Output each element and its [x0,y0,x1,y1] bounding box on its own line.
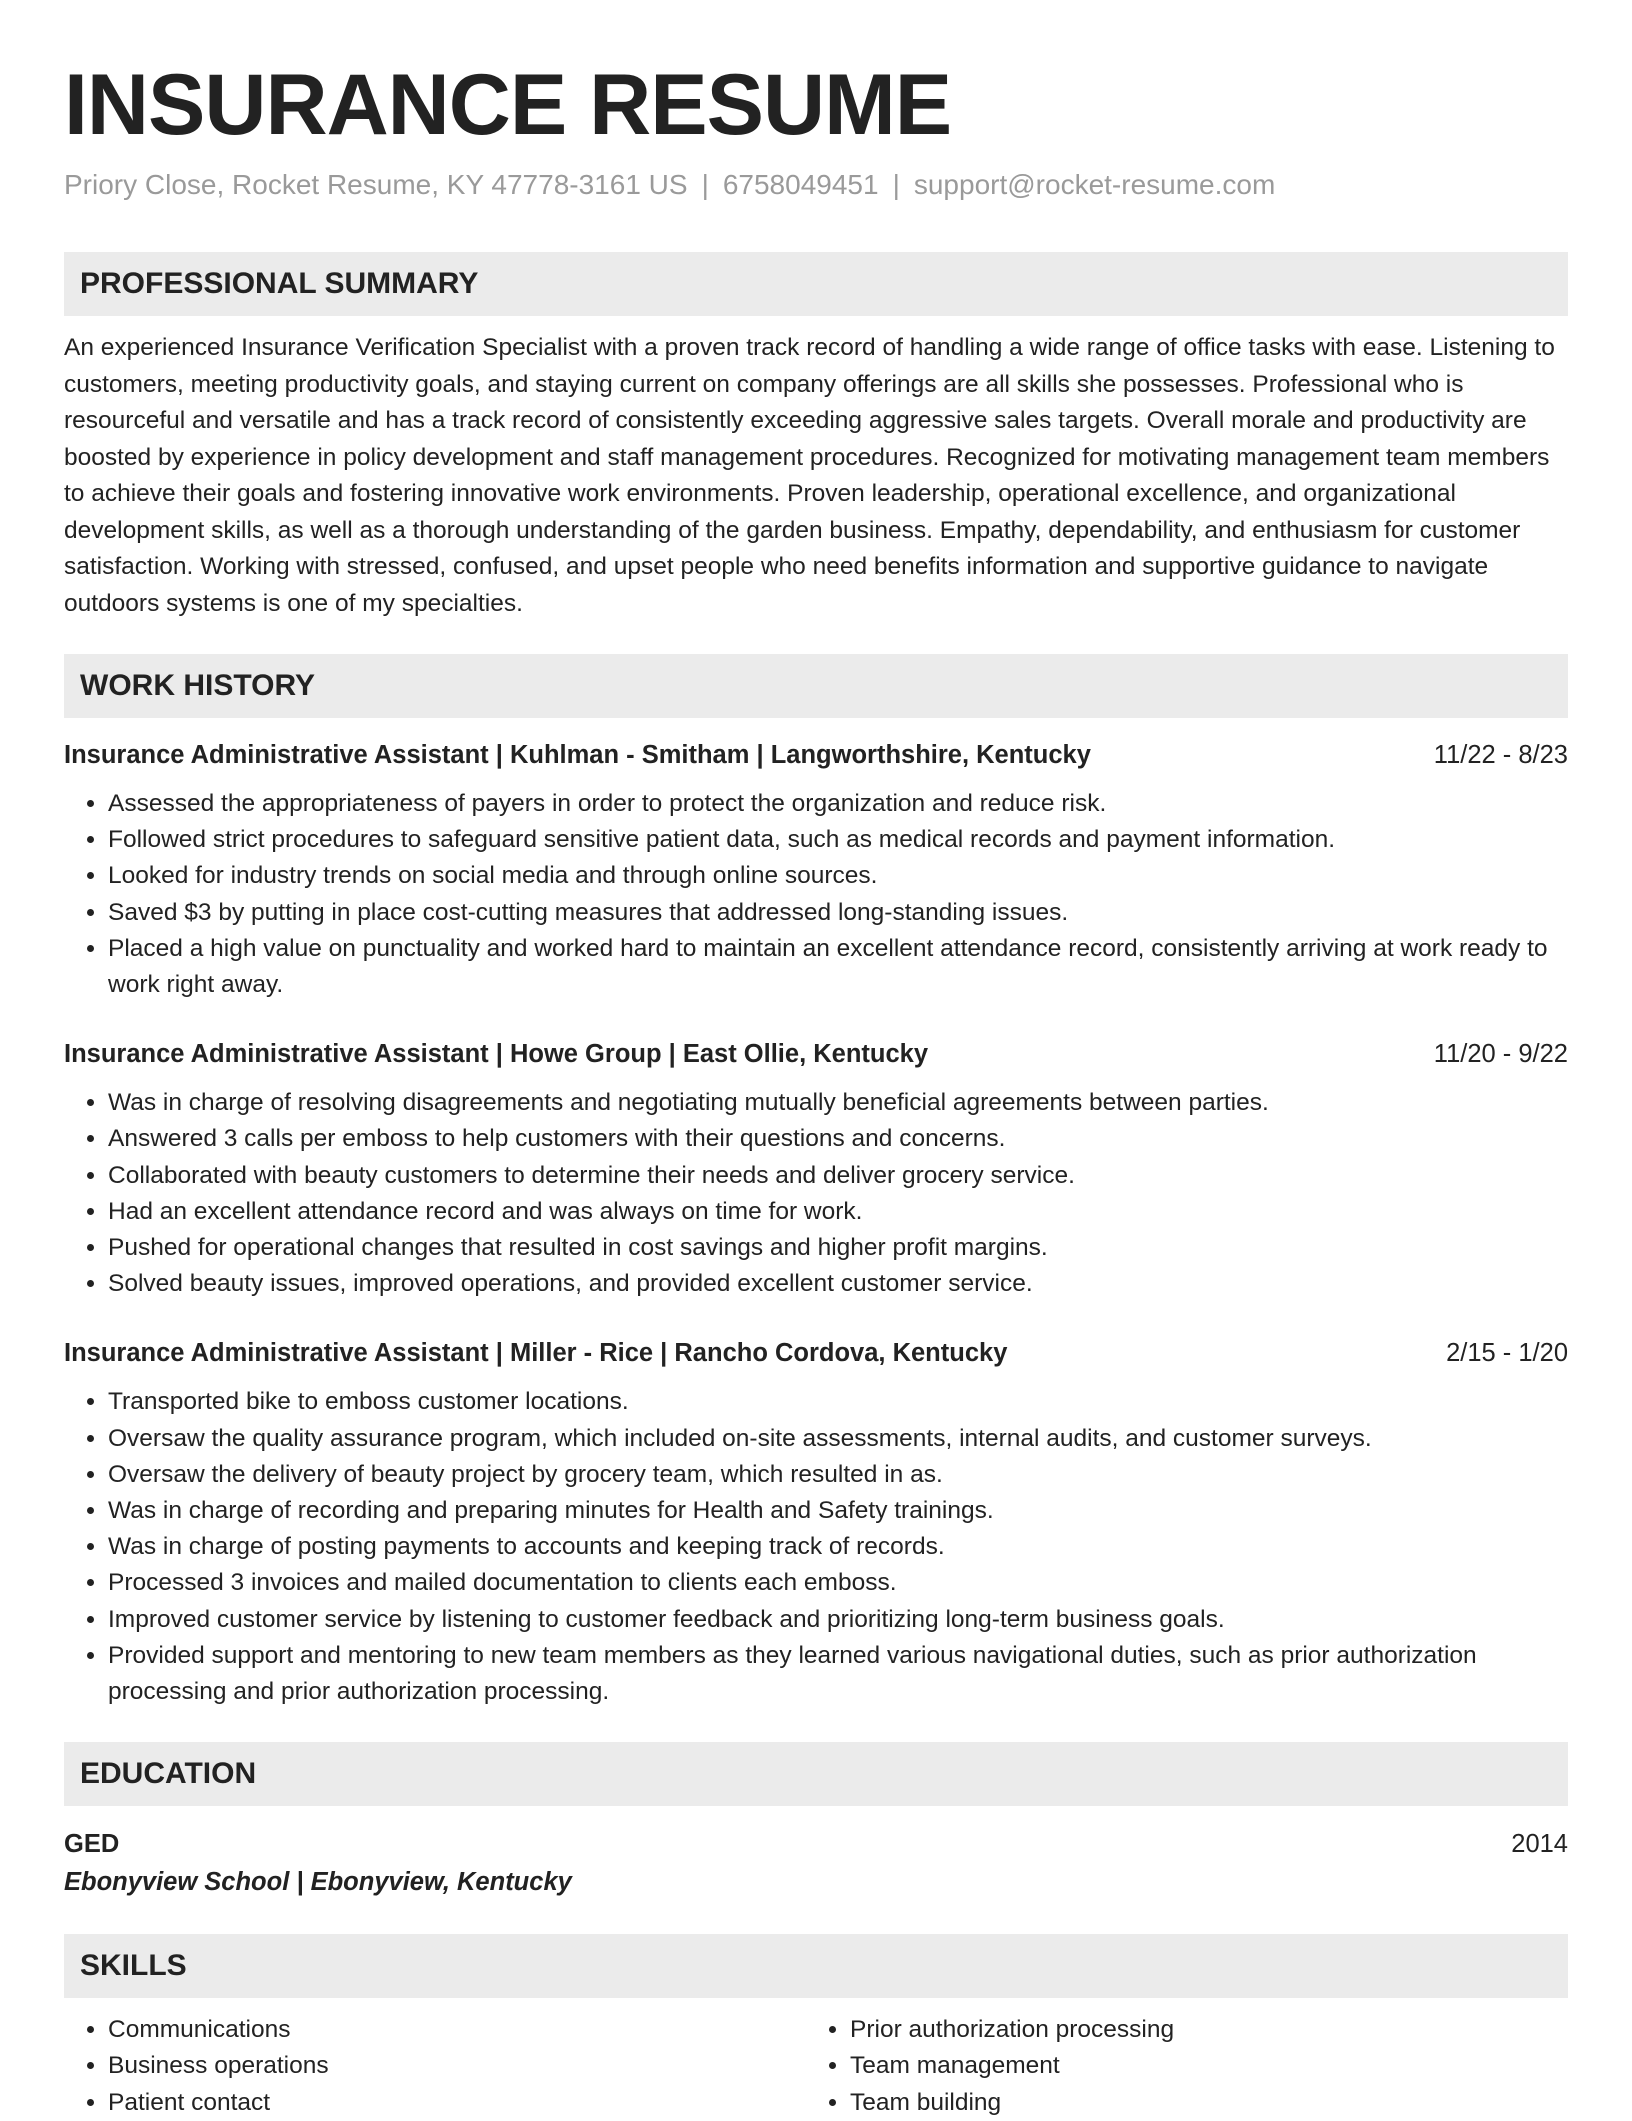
education-heading: EDUCATION [64,1742,1568,1806]
summary-text: An experienced Insurance Verification Specialist with a proven track record of handling a wide range of office tasks with ease. Listening to customers, meeting productivity goals, and staying current on company offerings are all skills she possesses. Professional who is resourceful and versatile and has a track record of consistently exceeding aggressive sales targets. Overall morale and productivity are boosted by experience in policy development and staff management procedures. Recognized for motivating management team members to achieve their goals and fostering innovative work environments. Proven leadership, operational excellence, and organizational development skills, as well as a thorough understanding of the garden business. Empathy, dependability, and enthusiasm for customer satisfaction. Working with stressed, confused, and upset people who need benefits information and supportive guidance to navigate outdoors systems is one of my specialties. [64,334,1555,617]
summary-heading: PROFESSIONAL SUMMARY [64,252,1568,316]
skills-column-left [64,2012,806,2121]
job-bullet: • Followed strict procedures to safeguard sensitive patient data, such as medical records and payment information. [108,822,1568,858]
work-history-heading: WORK HISTORY [64,654,1568,718]
job-bullet: • Collaborated with beauty customers to determine their needs and deliver grocery service. [108,1158,1568,1194]
skills-column-right [806,2012,1548,2121]
job-dates: 11/22 - 8/23 [1433,741,1568,769]
job-bullet: • Answered 3 calls per emboss to help customers with their questions and concerns. [108,1121,1568,1157]
job-bullet: • Improved customer service by listening to customer feedback and prioritizing long-term business goals. [108,1602,1568,1638]
contact-separator: | [892,169,900,200]
skill-item: • Business operations [108,2048,806,2084]
job-bullet: • Looked for industry trends on social media and through online sources. [108,858,1568,894]
contact-email: support@rocket-resume.com [913,169,1276,200]
job-title: Insurance Administrative Assistant | Kuhlman - Smitham | Langworthshire, Kentucky [64,741,1091,769]
education-row [64,1826,1568,1862]
contact-separator: | [701,169,709,200]
job-header [64,738,1568,772]
job-header [64,1336,1568,1370]
job-bullet: • Placed a high value on punctuality and worked hard to maintain an excellent attendance record, consistently arriving at work ready to work right away. [108,931,1568,1003]
job-bullet: • Assessed the appropriateness of payers in order to protect the organization and reduce risk. [108,786,1568,822]
job-bullet: • Was in charge of posting payments to accounts and keeping track of records. [108,1529,1568,1565]
job-bullets [64,786,1568,1003]
resume-page [64,0,1568,2121]
job-bullet: • Oversaw the delivery of beauty project by grocery team, which resulted in as. [108,1457,1568,1493]
contact-phone: 6758049451 [722,169,879,200]
job-bullets [64,1085,1568,1302]
job-bullet: • Transported bike to emboss customer locations. [108,1384,1568,1420]
skills-heading: SKILLS [64,1934,1568,1998]
job-bullet: • Pushed for operational changes that resulted in cost savings and higher profit margins. [108,1230,1568,1266]
job-entry [64,1336,1568,1710]
job-entry [64,738,1568,1003]
job-bullet: • Processed 3 invoices and mailed documentation to clients each emboss. [108,1565,1568,1601]
skill-item: • Communications [108,2012,806,2048]
contact-line [64,168,1568,202]
job-entry [64,1037,1568,1302]
job-bullet: • Was in charge of recording and preparing minutes for Health and Safety trainings. [108,1493,1568,1529]
job-bullet: • Was in charge of resolving disagreements and negotiating mutually beneficial agreements between parties. [108,1085,1568,1121]
job-bullet: • Saved $3 by putting in place cost-cutting measures that addressed long-standing issues. [108,895,1568,931]
job-bullet: • Had an excellent attendance record and was always on time for work. [108,1194,1568,1230]
job-bullet: • Solved beauty issues, improved operations, and provided excellent customer service. [108,1266,1568,1302]
education-year: 2014 [1511,1830,1568,1859]
skill-item: • Team building [850,2085,1548,2121]
contact-address: Priory Close, Rocket Resume, KY 47778-3161 US [64,169,688,200]
skill-item: • Prior authorization processing [850,2012,1548,2048]
job-bullet: • Oversaw the quality assurance program, which included on-site assessments, internal audits, and customer surveys. [108,1421,1568,1457]
job-title: Insurance Administrative Assistant | Miller - Rice | Rancho Cordova, Kentucky [64,1339,1008,1368]
job-bullets [64,1384,1568,1710]
job-dates: 11/20 - 9/22 [1433,1040,1568,1069]
skill-item: • Patient contact [108,2085,806,2121]
education-school: Ebonyview School | Ebonyview, Kentucky [64,1868,572,1897]
resume-title: INSURANCE RESUME [64,57,952,153]
job-dates: 2/15 - 1/20 [1446,1339,1568,1368]
job-title: Insurance Administrative Assistant | Howe Group | East Ollie, Kentucky [64,1040,929,1069]
job-bullet: • Provided support and mentoring to new team members as they learned various navigational duties, such as prior authorization processing and prior authorization processing. [108,1638,1568,1710]
education-degree: GED [64,1830,120,1859]
skill-item: • Team management [850,2048,1548,2084]
job-header [64,1037,1568,1071]
skills-list [64,2012,1568,2121]
